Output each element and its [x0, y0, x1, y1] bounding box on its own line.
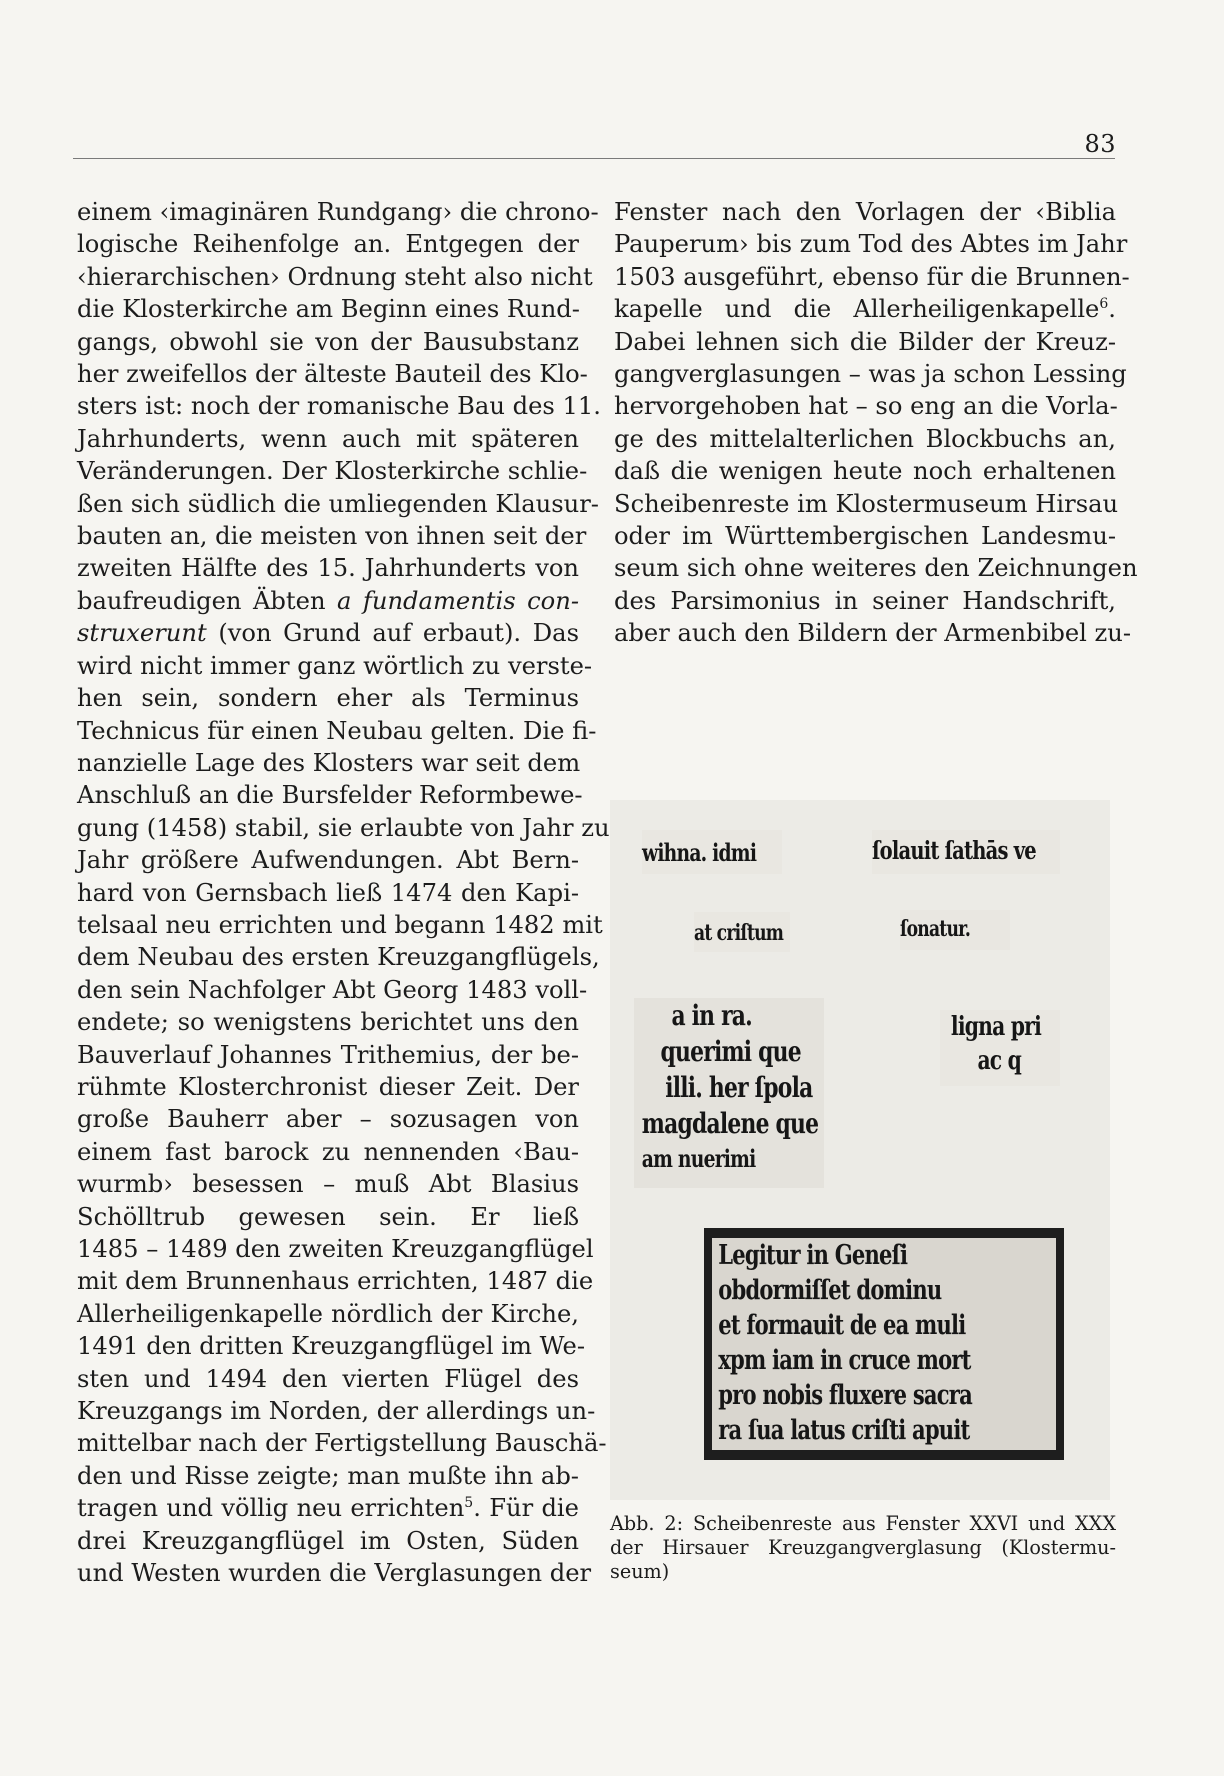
glass-fragment [872, 830, 1060, 874]
text-line [77, 617, 579, 649]
text-line: aber auch den Bildern der Armenbibel zu- [614, 619, 1132, 648]
fragment-text: obdormiſſet dominu [718, 1275, 942, 1306]
footnote-ref: 6 [1099, 296, 1109, 313]
text-line: hervorgehoben hat – so eng an die Vorla- [614, 392, 1118, 421]
fragment-text: ſolauit ſathās ve [872, 836, 1036, 865]
text-line: hard von Gernsbach ließ 1474 den Kapi- [77, 878, 579, 907]
text-line: endete; so wenigstens berichtet uns den [77, 1008, 579, 1037]
text-line: nanzielle Lage des Klosters war seit dem [77, 748, 581, 777]
caption-line: Abb. 2: Scheibenreste aus Fenster XXVI und XXX [610, 1512, 1116, 1535]
right-column [614, 196, 1138, 650]
caption-line: der Hirsauer Kreuzgangverglasung (Klostermu- [610, 1536, 1116, 1559]
glass-fragment [704, 1228, 1064, 1460]
fragment-text: am nuerimi [641, 1144, 756, 1173]
glass-fragment [940, 1010, 1060, 1086]
text-line: Veränderungen. Der Klosterkirche schlie- [77, 457, 588, 486]
fragment-text: illi. her ſpola [665, 1071, 813, 1104]
text-line: Schölltrub gewesen sein. Er ließ [77, 1202, 579, 1231]
text-line: und Westen wurden die Verglasungen der [77, 1559, 592, 1588]
text-line: 1485 – 1489 den zweiten Kreuzgangflügel [77, 1235, 594, 1263]
fragment-text: querimi que [660, 1035, 801, 1068]
text-line: 1503 ausgeführt, ebenso für die Brunnen- [614, 262, 1130, 291]
text-line: wird nicht immer ganz wörtlich zu verste- [77, 651, 593, 680]
fragment-text: ſonatur. [900, 916, 971, 942]
text-line: gung (1458) stabil, sie erlaubte von Jahr zu [77, 813, 610, 842]
text-line: seum sich ohne weiteres den Zeichnungen [614, 554, 1138, 583]
text-line: logische Reihenfolge an. Entgegen der [77, 230, 579, 259]
text-line: mittelbar nach der Fertigstellung Bauschä- [77, 1429, 607, 1458]
text-line: des Parsimonius in seiner Handschrift, [614, 586, 1116, 615]
fragment-text: at criſtum [694, 920, 784, 946]
text-line: hen sein, sondern eher als Terminus [77, 684, 579, 713]
text-line: drei Kreuzgangflügel im Osten, Süden [77, 1526, 579, 1555]
fragment-text: ra ſua latus criſti apuit [718, 1415, 970, 1446]
latin-phrase: struxerunt [77, 619, 207, 648]
text-line: den sein Nachfolger Abt Georg 1483 voll- [77, 975, 588, 1004]
glass-fragment [642, 830, 782, 874]
fragment-text: ac q [977, 1046, 1022, 1076]
text-line [614, 293, 1116, 325]
text-line: sters ist: noch der romanische Bau des 11. [77, 392, 601, 421]
text-line: gangs, obwohl sie von der Bausubstanz [77, 327, 579, 356]
text-line: Bauverlauf Johannes Trithemius, der be- [77, 1040, 579, 1069]
fragment-text: magdalene que [641, 1107, 819, 1140]
text-line: dem Neubau des ersten Kreuzgangflügels, [77, 943, 600, 972]
text-span: . [1108, 295, 1116, 324]
text-line: Pauperum› bis zum Tod des Abtes im Jahr [614, 230, 1128, 259]
fragment-panel [712, 1238, 1056, 1450]
fragment-text: wihna. idmi [642, 838, 757, 867]
footnote-ref: 5 [464, 1495, 474, 1512]
text-line: wurmb› besessen – muß Abt Blasius [77, 1170, 579, 1199]
text-line: Anschluß an die Bursfelder Reformbewe- [77, 781, 583, 810]
text-line: ßen sich südlich die umliegenden Klausur- [77, 489, 599, 518]
glass-fragment [694, 912, 790, 952]
fragment-text: pro nobis fluxere sacra [718, 1380, 972, 1411]
text-span: tragen und völlig neu errichten [77, 1494, 465, 1523]
text-line: einem ‹imaginären Rundgang› die chrono- [77, 198, 599, 226]
text-line: Fenster nach den Vorlagen der ‹Biblia [614, 198, 1116, 226]
text-line: ge des mittelalterlichen Blockbuchs an, [614, 424, 1116, 453]
fragment-text: et formauit de ea muli [718, 1310, 966, 1341]
text-line: Dabei lehnen sich die Bilder der Kreuz- [614, 327, 1116, 356]
fragment-text: ligna pri [950, 1012, 1042, 1042]
text-line: Technicus für einen Neubau gelten. Die fi- [77, 716, 597, 745]
fragment-text: Legitur in Geneſi [718, 1240, 908, 1271]
text-line: die Klosterkirche am Beginn eines Rund- [77, 295, 580, 324]
figure-caption [610, 1512, 1116, 1584]
glass-fragment [900, 910, 1010, 950]
text-line: große Bauherr aber – sozusagen von [77, 1105, 579, 1134]
text-line: bauten an, die meisten von ihnen seit der [77, 522, 587, 551]
text-line: ‹hierarchischen› Ordnung steht also nicht [77, 262, 593, 291]
latin-phrase: a fundamentis con- [337, 586, 579, 615]
text-line: oder im Württembergischen Landesmu- [614, 522, 1116, 551]
header-rule [73, 158, 1115, 159]
left-column [77, 196, 610, 1589]
fragment-text: a in ra. [671, 999, 752, 1032]
text-line: Scheibenreste im Klostermuseum Hirsau [614, 489, 1119, 518]
text-line: rühmte Klosterchronist dieser Zeit. Der [77, 1072, 579, 1101]
text-line: her zweifellos der älteste Bauteil des Klo- [77, 360, 588, 389]
caption-line: seum) [610, 1560, 670, 1583]
text-line: telsaal neu errichten und begann 1482 mit [77, 910, 603, 939]
text-line: 1491 den dritten Kreuzgangflügel im We- [77, 1332, 586, 1361]
text-span: kapelle und die Allerheiligenkapelle [614, 295, 1100, 324]
text-line: Kreuzgangs im Norden, der allerdings un- [77, 1397, 596, 1426]
text-span: (von Grund auf erbaut). Das [218, 619, 579, 648]
text-line: Allerheiligenkapelle nördlich der Kirche, [77, 1299, 579, 1328]
text-line [77, 585, 579, 617]
glass-fragment [634, 998, 824, 1188]
text-line: Jahrhunderts, wenn auch mit späteren [77, 424, 579, 453]
text-line [77, 1492, 579, 1524]
text-line: mit dem Brunnenhaus errichten, 1487 die [77, 1267, 594, 1296]
page-number: 83 [1084, 130, 1116, 158]
text-line: daß die wenigen heute noch erhaltenen [614, 457, 1116, 486]
figure-glass-fragments [610, 800, 1110, 1500]
text-line: Jahr größere Aufwendungen. Abt Bern- [77, 846, 579, 875]
fragment-text: xpm iam in cruce mort [718, 1345, 971, 1376]
text-line: sten und 1494 den vierten Flügel des [77, 1364, 579, 1393]
text-line: einem fast barock zu nennenden ‹Bau- [77, 1137, 579, 1166]
text-line: zweiten Hälfte des 15. Jahrhunderts von [77, 554, 579, 583]
text-line: gangverglasungen – was ja schon Lessing [614, 360, 1127, 389]
text-span: . Für die [473, 1494, 579, 1523]
text-line: den und Risse zeigte; man mußte ihn ab- [77, 1461, 579, 1490]
text-span: baufreudigen Äbten [77, 586, 326, 615]
